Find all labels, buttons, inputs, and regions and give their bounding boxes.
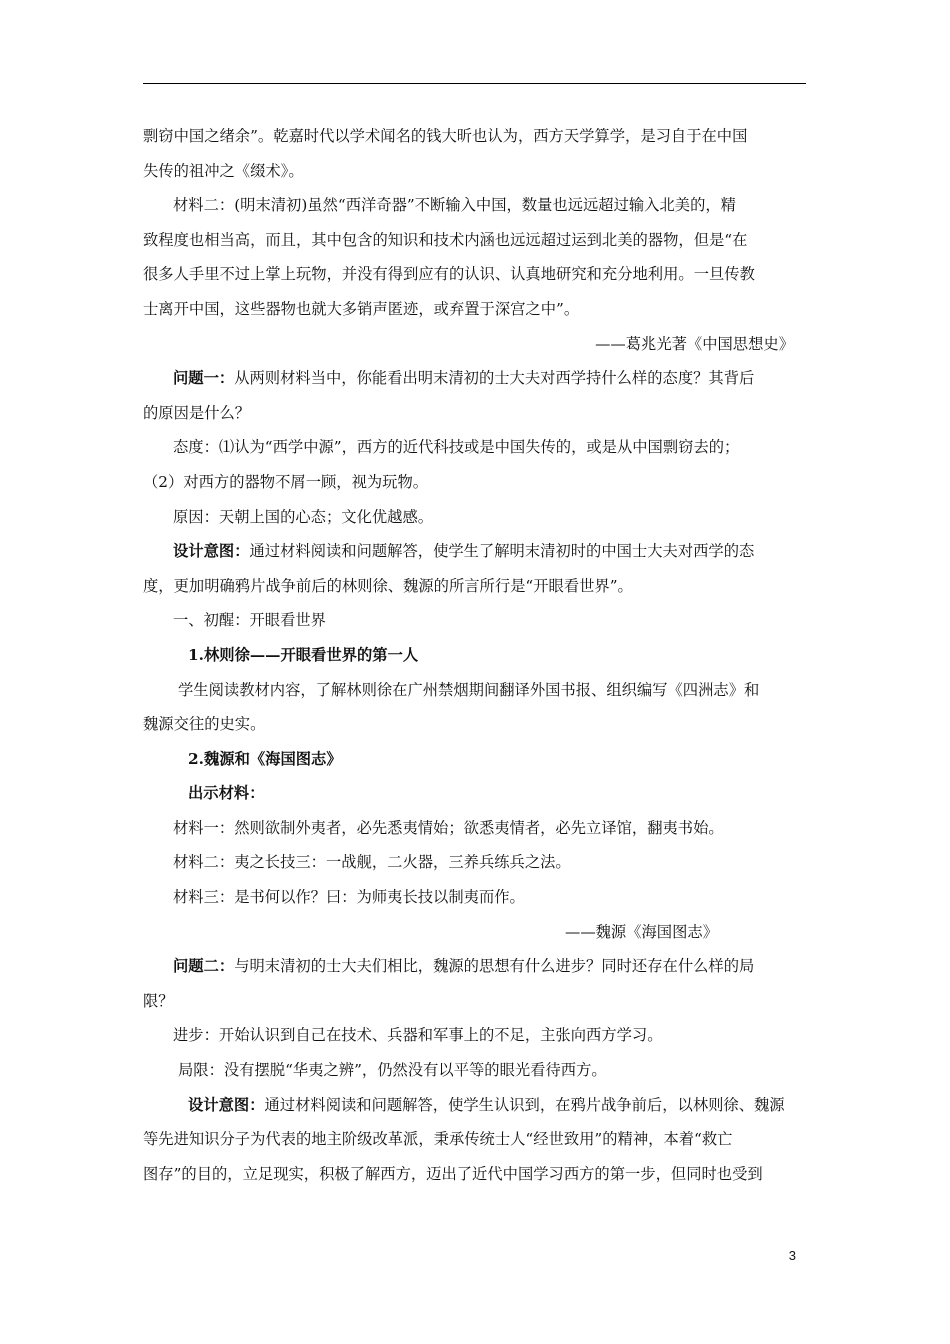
- text-line: 士离开中国，这些器物也就大多销声匿迹，或弃置于深宫之中”。: [143, 299, 580, 318]
- page-number: 3: [788, 1248, 796, 1263]
- text-line: 进步：开始认识到自己在技术、兵器和军事上的不足，主张向西方学习。: [173, 1026, 663, 1045]
- text-line: （2）对西方的器物不屑一顾，视为玩物。: [143, 472, 429, 491]
- material-heading: 出示材料：: [188, 784, 265, 803]
- question-two: [143, 949, 806, 984]
- text-line: 魏源交往的史实。: [143, 715, 266, 734]
- question-one: [143, 361, 806, 396]
- header-rule: [143, 83, 806, 84]
- text-line: 剽窃中国之绪余”。乾嘉时代以学术闻名的钱大昕也认为，西方天学算学，是习自于在中国: [143, 127, 748, 145]
- text-line: 等先进知识分子为代表的地主阶级改革派，秉承传统士人“经世致用”的精神，本着“救亡: [143, 1130, 733, 1149]
- text-line: 材料二：夷之长技三：一战舰，二火器，三养兵练兵之法。: [173, 853, 571, 872]
- citation-source: ——魏源《海国图志》: [565, 922, 718, 941]
- text-line: 度，更加明确鸦片战争前后的林则徐、魏源的所言所行是“开眼看世界”。: [143, 576, 633, 595]
- citation-source: ——葛兆光著《中国思想史》: [595, 334, 794, 353]
- question-label: 问题一：: [173, 369, 235, 388]
- text-line: 致程度也相当高，而且，其中包含的知识和技术内涵也远远超过运到北美的器物，但是“在: [143, 230, 748, 249]
- subsection-heading: 1.林则徐——开眼看世界的第一人: [188, 645, 419, 664]
- text-line: 原因：天朝上国的心态；文化优越感。: [173, 507, 434, 526]
- subsection-heading: 2.魏源和《海国图志》: [188, 749, 342, 768]
- design-intent: [143, 534, 806, 569]
- document-body: [143, 119, 806, 1191]
- text-line: 限？: [143, 991, 174, 1010]
- text-line: 材料三：是书何以作？曰：为师夷长技以制夷而作。: [173, 888, 525, 907]
- text-line: 很多人手里不过上掌上玩物，并没有得到应有的认识、认真地研究和充分地利用。一旦传教: [143, 265, 755, 284]
- text-line: 态度：⑴认为“西学中源”，西方的近代科技或是中国失传的，或是从中国剽窃去的；: [173, 438, 740, 457]
- text-line: 与明末清初的士大夫们相比，魏源的思想有什么进步？同时还存在什么样的局: [234, 957, 755, 976]
- question-label: 问题二：: [173, 957, 235, 976]
- text-line: 的原因是什么？: [143, 403, 251, 422]
- text-line: 通过材料阅读和问题解答，使学生认识到，在鸦片战争前后，以林则徐、魏源: [264, 1095, 785, 1114]
- text-line: 材料二：(明末清初)虽然“西洋奇器”不断输入中国，数量也远远超过输入北美的，精: [173, 196, 736, 215]
- text-line: 图存”的目的，立足现实，积极了解西方，迈出了近代中国学习西方的第一步，但同时也受到: [143, 1164, 763, 1183]
- text-line: 学生阅读教材内容，了解林则徐在广州禁烟期间翻译外国书报、组织编写《四洲志》和: [178, 680, 760, 699]
- text-line: 局限：没有摆脱“华夷之辨”，仍然没有以平等的眼光看待西方。: [178, 1061, 607, 1080]
- intent-label: 设计意图：: [173, 542, 250, 561]
- design-intent: [143, 1088, 806, 1123]
- text-line: 失传的祖冲之《缀术》。: [143, 161, 304, 180]
- section-heading: 一、初醒：开眼看世界: [173, 611, 326, 630]
- text-line: 材料一：然则欲制外夷者，必先悉夷情始；欲悉夷情者，必先立译馆，翻夷书始。: [173, 818, 724, 837]
- intent-label: 设计意图：: [188, 1095, 265, 1114]
- text-line: 从两则材料当中，你能看出明末清初的士大夫对西学持什么样的态度？其背后: [234, 369, 755, 388]
- text-line: 通过材料阅读和问题解答，使学生了解明末清初时的中国士大夫对西学的态: [249, 542, 755, 561]
